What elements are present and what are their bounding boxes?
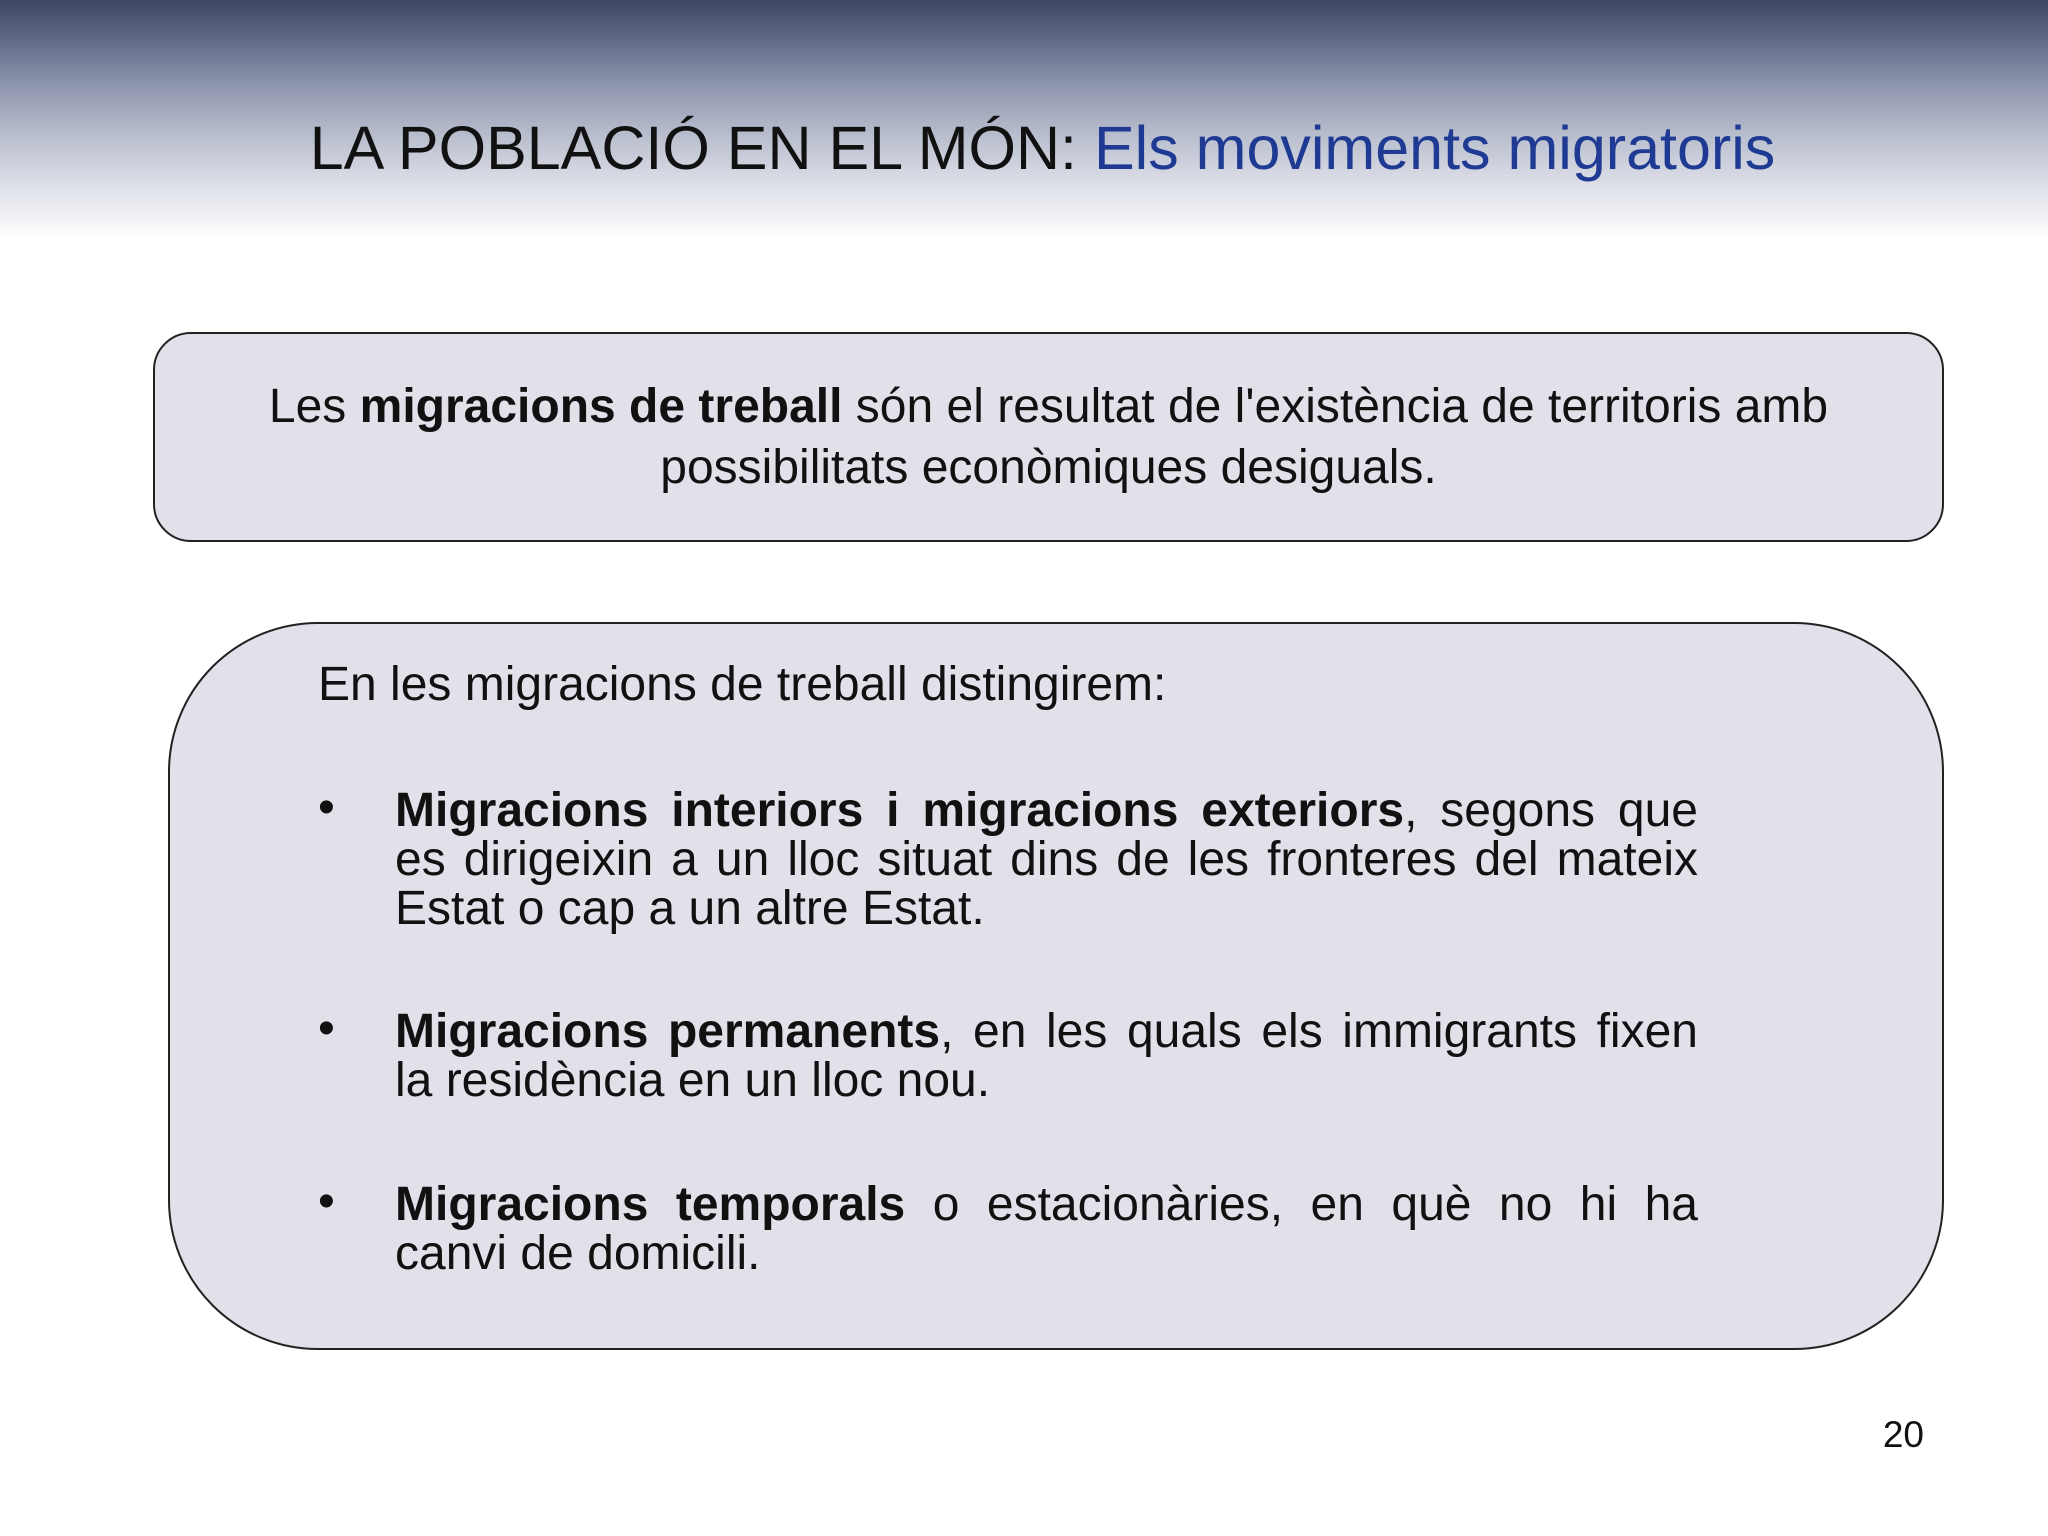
bullet-bold-term: Migracions permanents <box>395 1005 941 1058</box>
intro-text-bold: migracions de treball <box>359 380 843 433</box>
bullet-item-temporal <box>318 1175 1699 1280</box>
bullet-icon: • <box>318 1002 335 1055</box>
slide-title-prefix: LA POBLACIÓ EN EL MÓN: <box>309 114 1094 182</box>
bullet-text <box>395 1180 1698 1278</box>
intro-box <box>153 332 1944 542</box>
bullet-text <box>395 1007 1698 1105</box>
bullet-bold-term: Migracions interiors i migracions exteriors <box>395 784 1405 837</box>
bullet-bold-term: Migracions temporals <box>395 1178 906 1231</box>
intro-text-before: Les <box>268 380 360 433</box>
bullet-description: , segons que es dirigeixin a un lloc situat dins de les fronteres del mateix Estat o cap a un altre Estat. <box>395 784 1699 935</box>
bullet-text <box>395 786 1698 933</box>
slide-title-accent: Els moviments migratoris <box>1093 114 1776 182</box>
bullet-description: o estacionàries, en què no hi ha canvi de domicili. <box>395 1178 1699 1280</box>
bullet-icon: • <box>318 1175 335 1228</box>
intro-text <box>195 376 1902 498</box>
slide-title <box>0 110 2048 186</box>
bullet-item-interior-exterior <box>318 781 1699 935</box>
migration-types-lead: En les migracions de treball distingirem: <box>318 658 1167 711</box>
bullet-description: , en les quals els immigrants fixen la residència en un lloc nou. <box>395 1005 1698 1107</box>
page-number: 20 <box>1882 1414 1924 1455</box>
bullet-item-permanent <box>318 1002 1698 1107</box>
bullet-icon: • <box>318 781 335 834</box>
intro-text-after: són el resultat de l'existència de territoris amb possibilitats econòmiques desiguals. <box>660 380 1829 494</box>
